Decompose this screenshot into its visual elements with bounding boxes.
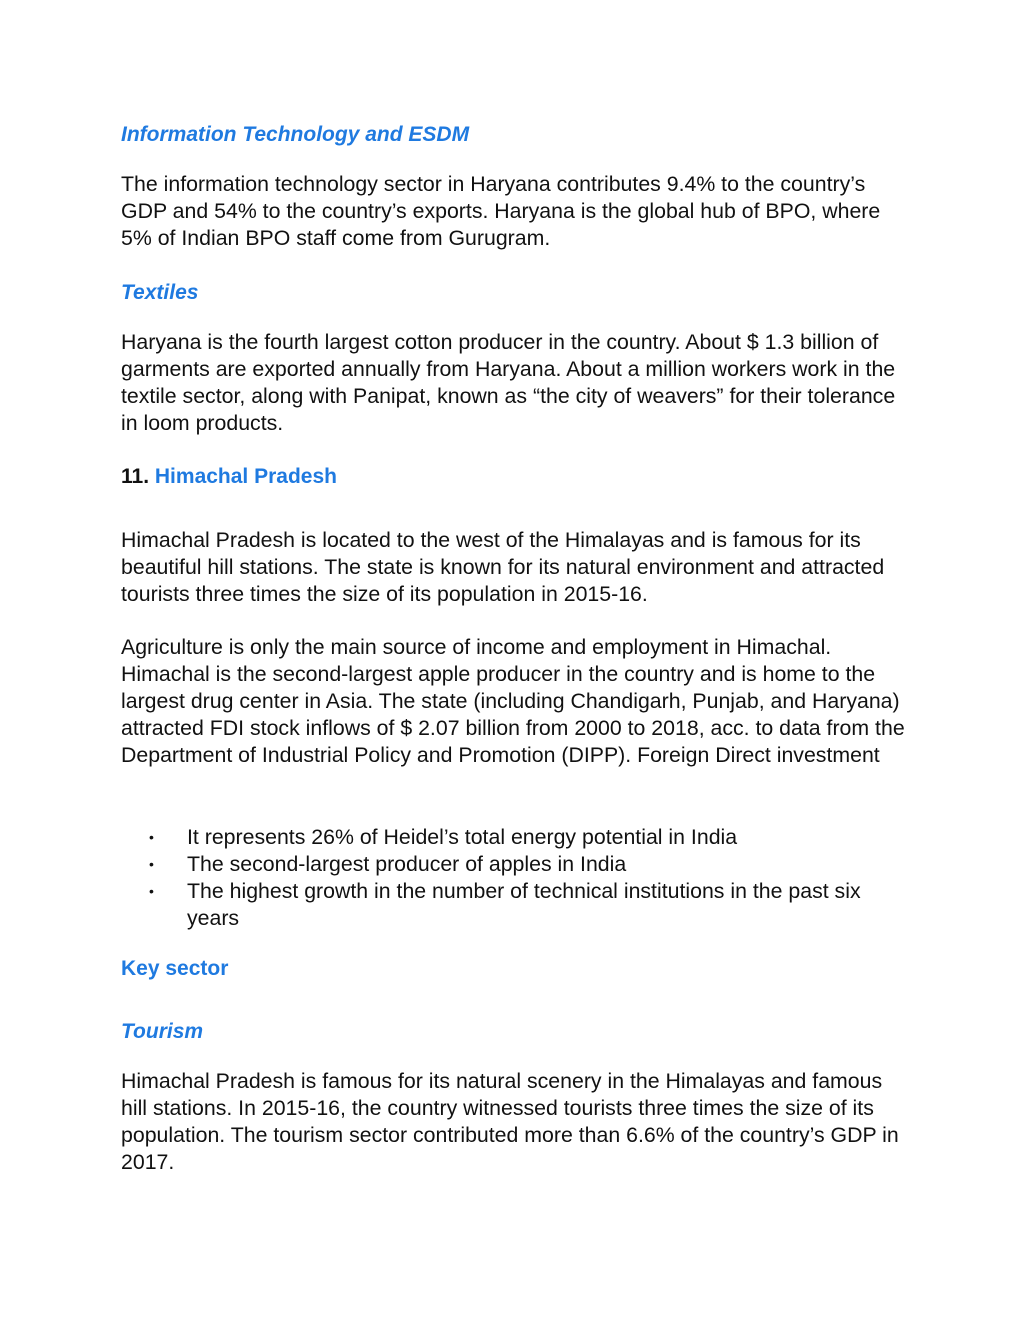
himachal-pradesh-heading bbox=[121, 463, 337, 490]
key-sector-heading: Key sector bbox=[121, 957, 229, 980]
textiles-heading: Textiles bbox=[121, 281, 199, 304]
list-item bbox=[149, 878, 887, 932]
himachal-agriculture-paragraph: Agriculture is only the main source of income and employment in Himachal. Himachal is the second-largest apple producer in the country and is home to the largest drug center in Asia. The state (including Chandigarh, Punjab, and Haryana) attracted FDI stock inflows of $ 2.07 billion from 2000 to 2018, acc. to data from the Department of Industrial Policy and Promotion (DIPP). Foreign Direct investment bbox=[121, 635, 905, 767]
bullet-icon: • bbox=[149, 883, 154, 899]
list-item-text: The highest growth in the number of technical institutions in the past six years bbox=[187, 879, 861, 930]
list-item bbox=[149, 851, 909, 878]
section-number: 11. bbox=[121, 465, 150, 488]
it-esdm-paragraph: The information technology sector in Haryana contributes 9.4% to the country’s GDP and 54% to the country’s exports. Haryana is the global hub of BPO, where 5% of Indian BPO staff come from Gurugram. bbox=[121, 172, 881, 250]
tourism-heading: Tourism bbox=[121, 1020, 204, 1043]
bullet-icon: • bbox=[149, 829, 154, 845]
list-item bbox=[149, 824, 909, 851]
list-item-text: It represents 26% of Heidel’s total energy potential in India bbox=[187, 825, 738, 849]
textiles-paragraph: Haryana is the fourth largest cotton producer in the country. About $ 1.3 billion of garments are exported annually from Haryana. About a million workers work in the textile sector, along with Panipat, known as “the city of weavers” for their tolerance in loom products. bbox=[121, 330, 896, 435]
himachal-intro-paragraph: Himachal Pradesh is located to the west of the Himalayas and is famous for its beautiful hill stations. The state is known for its natural environment and attracted tourists three times the size of its population in 2015-16. bbox=[121, 528, 885, 606]
section-title: Himachal Pradesh bbox=[154, 465, 337, 488]
facts-list bbox=[149, 824, 909, 932]
it-esdm-heading: Information Technology and ESDM bbox=[121, 123, 470, 146]
bullet-icon: • bbox=[149, 856, 154, 872]
list-item-text: The second-largest producer of apples in India bbox=[187, 852, 627, 876]
tourism-paragraph: Himachal Pradesh is famous for its natural scenery in the Himalayas and famous hill stations. In 2015-16, the country witnessed tourists three times the size of its population. The tourism sector contributed more than 6.6% of the country’s GDP in 2017. bbox=[121, 1069, 899, 1174]
